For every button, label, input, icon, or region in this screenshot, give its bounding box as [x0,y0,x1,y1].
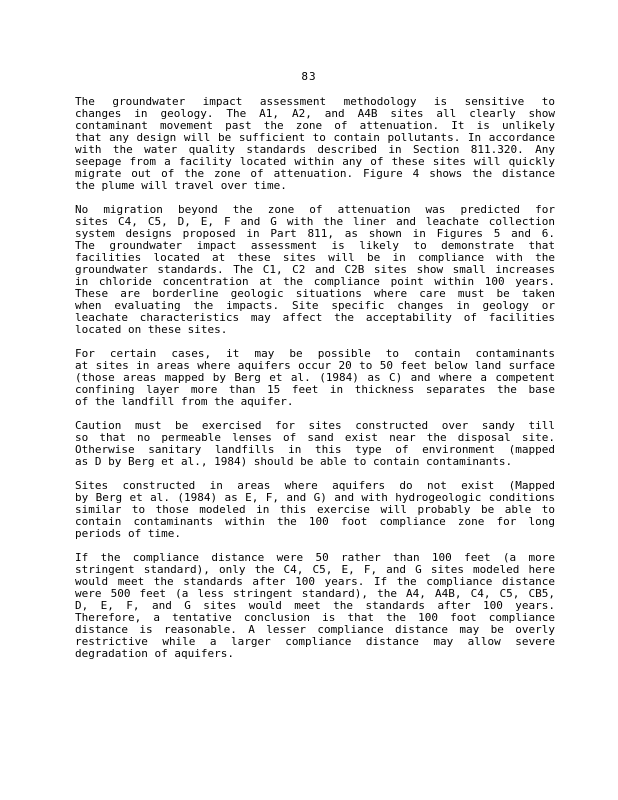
body-text [75,96,555,672]
paragraph-2 [75,204,555,336]
text-line: were 500 feet (a less stringent standard), the A4, A4B, C4, C5, CB5, [75,587,555,600]
paragraph-1 [75,96,555,192]
text-line: D, E, F, and G sites would meet the standards after 100 years. [75,599,555,612]
text-line: distance is reasonable. A lesser compliance distance may be overly [75,623,555,636]
text-line: degradation of aquifers. [75,647,234,660]
text-line: similar to those modeled in this exercise will probably be able to [75,503,555,516]
text-line: when evaluating the impacts. Site specific changes in geology or [75,299,555,312]
text-line: stringent standard), only the C4, C5, E, F, and G sites modeled here [75,563,555,576]
text-line: Caution must be exercised for sites constructed over sandy till [75,419,555,432]
text-line: that any design will be sufficient to contain pollutants. In accordance [75,131,555,144]
text-line: located on these sites. [75,323,228,336]
text-line: These are borderline geologic situations where care must be taken [75,287,555,300]
text-line: confining layer more than 15 feet in thickness separates the base [75,383,555,396]
text-line: (those areas mapped by Berg et al. (1984) as C) and where a competent [75,371,555,384]
text-line: so that no permeable lenses of sand exist near the disposal site. [75,431,555,444]
text-line: seepage from a facility located within any of these sites will quickly [75,155,555,168]
text-line: contain contaminants within the 100 foot compliance zone for long [75,515,555,528]
text-line: with the water quality standards described in Section 811.320. Any [75,143,555,156]
text-line: system designs proposed in Part 811, as shown in Figures 5 and 6. [75,227,555,240]
text-line: The groundwater impact assessment methodology is sensitive to [75,95,555,108]
paragraph-3 [75,348,555,408]
text-line: sites C4, C5, D, E, F and G with the liner and leachate collection [75,215,555,228]
text-line: would meet the standards after 100 years. If the compliance distance [75,575,555,588]
text-line: Otherwise sanitary landfills in this type of environment (mapped [75,443,555,456]
text-line: in chloride concentration at the compliance point within 100 years. [75,275,555,288]
text-line: leachate characteristics may affect the acceptability of facilities [75,311,555,324]
text-line: If the compliance distance were 50 rather than 100 feet (a more [75,551,555,564]
text-line: restrictive while a larger compliance distance may allow severe [75,635,555,648]
text-line: Sites constructed in areas where aquifers do not exist (Mapped [75,479,555,492]
text-line: The groundwater impact assessment is likely to demonstrate that [75,239,555,252]
paragraph-4 [75,420,555,468]
text-line: the plume will travel over time. [75,179,287,192]
text-line: facilities located at these sites will be in compliance with the [75,251,555,264]
paragraph-5 [75,480,555,540]
text-line: changes in geology. The A1, A2, and A4B sites all clearly show [75,107,555,120]
text-line: migrate out of the zone of attenuation. Figure 4 shows the distance [75,167,555,180]
text-line: groundwater standards. The C1, C2 and C2B sites show small increases [75,263,555,276]
text-line: contaminant movement past the zone of attenuation. It is unlikely [75,119,555,132]
text-line: Therefore, a tentative conclusion is that the 100 foot compliance [75,611,555,624]
paragraph-6 [75,552,555,660]
text-line: No migration beyond the zone of attenuation was predicted for [75,203,555,216]
text-line: For certain cases, it may be possible to contain contaminants [75,347,555,360]
text-line: periods of time. [75,527,181,540]
page-number: 83 [301,70,317,83]
text-line: as D by Berg et al., 1984) should be able to contain contaminants. [75,455,513,468]
text-line: of the landfill from the aquifer. [75,395,294,408]
text-line: at sites in areas where aquifers occur 20 to 50 feet below land surface [75,359,555,372]
text-line: by Berg et al. (1984) as E, F, and G) and with hydrogeologic conditions [75,491,555,504]
